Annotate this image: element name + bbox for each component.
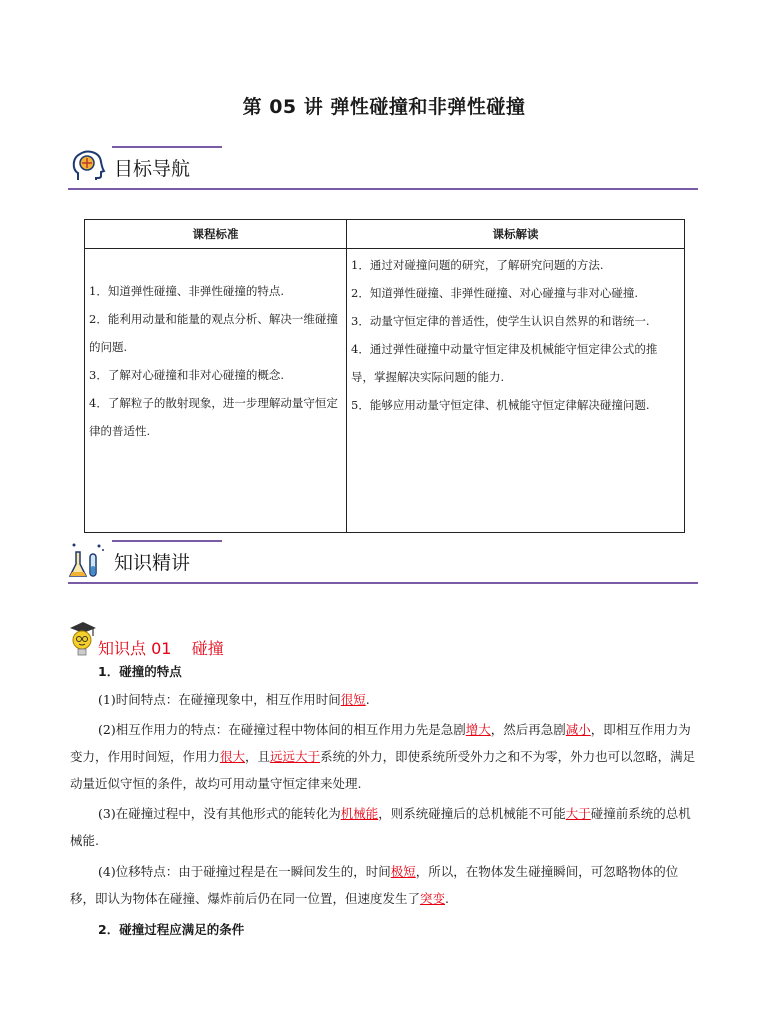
text-run: ，然后再急剧 xyxy=(490,722,566,737)
section-header-knowledge xyxy=(68,540,698,584)
highlight-text: 突变 xyxy=(420,891,446,906)
text-run: (2)相互作用力的特点：在碰撞过程中物体间的相互作用力先是急剧 xyxy=(98,722,466,737)
list-item: 2．知道弹性碰撞、非弹性碰撞、对心碰撞与非对心碰撞. xyxy=(351,286,638,300)
interpretation-cell xyxy=(347,249,685,533)
table-header-standards: 课程标准 xyxy=(85,220,347,249)
paragraph-energy-feature xyxy=(70,800,698,854)
page-title: 第 05 讲 弹性碰撞和非弹性碰撞 xyxy=(242,96,526,118)
highlight-text: 远远大于 xyxy=(270,749,321,764)
graduate-bulb-icon xyxy=(68,620,98,660)
table-header-interpretation: 课标解读 xyxy=(347,220,685,249)
text-run: 碰撞前系统的总机械能. xyxy=(70,806,691,848)
list-item: 3．动量守恒定律的普适性，使学生认识自然界的和谐统一. xyxy=(351,314,650,328)
list-item: 5．能够应用动量守恒定律、机械能守恒定律解决碰撞问题. xyxy=(351,398,650,412)
highlight-text: 很大 xyxy=(220,749,246,764)
list-item: 1．通过对碰撞问题的研究，了解研究问题的方法. xyxy=(351,258,604,272)
standards-cell xyxy=(85,249,347,533)
section-title-goals: 目标导航 xyxy=(114,158,191,180)
list-item: 3．了解对心碰撞和非对心碰撞的概念. xyxy=(89,368,284,382)
lab-flask-icon xyxy=(68,540,108,580)
paragraph-displacement-feature xyxy=(70,858,698,912)
knowledge-point-title: 知识点 01 碰撞 xyxy=(98,639,224,658)
standards-table xyxy=(84,219,685,533)
highlight-text: 很短 xyxy=(340,692,366,707)
paragraph-time-feature xyxy=(70,686,698,713)
highlight-text: 极短 xyxy=(390,864,416,879)
table-header-row xyxy=(85,220,685,249)
list-item: 2．能利用动量和能量的观点分析、解决一维碰撞的问题. xyxy=(89,312,338,354)
highlight-text: 大于 xyxy=(565,806,591,821)
section-title-knowledge: 知识精讲 xyxy=(114,552,191,574)
brain-head-icon xyxy=(68,146,108,186)
text-run: (3)在碰撞过程中，没有其他形式的能转化为 xyxy=(98,806,341,821)
section-header-goals xyxy=(68,146,698,190)
text-run: 系统的外力，即使系统所受外力之和不为零，外力也可以忽略，满足动量近似守恒的条件，故均可用动量守恒定律来处理. xyxy=(70,749,696,791)
text-run: (1)时间特点：在碰撞现象中，相互作用时间 xyxy=(98,692,341,707)
header-accent-bar xyxy=(112,540,222,542)
text-run: . xyxy=(365,692,370,707)
table-row xyxy=(85,249,685,533)
highlight-text: 增大 xyxy=(465,722,491,737)
highlight-text: 减小 xyxy=(565,722,591,737)
section-rule xyxy=(68,582,698,584)
subheading-collision-features: 1．碰撞的特点 xyxy=(98,664,182,679)
text-run: ，所以，在物体发生碰撞瞬间，可忽略物体的位移，即认为物体在碰撞、爆炸前后仍在同一位置，但速度发生了 xyxy=(70,864,679,906)
text-run: ，即相互作用力为变力，作用时间短，作用力 xyxy=(70,722,691,764)
text-run: . xyxy=(445,891,450,906)
list-item: 4．了解粒子的散射现象，进一步理解动量守恒定律的普适性. xyxy=(89,396,338,438)
paragraph-force-feature xyxy=(70,716,698,797)
knowledge-point-heading xyxy=(68,620,368,664)
list-item: 4．通过弹性碰撞中动量守恒定律及机械能守恒定律公式的推导，掌握解决实际问题的能力. xyxy=(351,342,658,384)
highlight-text: 机械能 xyxy=(340,806,379,821)
text-run: ，则系统碰撞后的总机械能不可能 xyxy=(378,806,566,821)
subheading-collision-conditions: 2．碰撞过程应满足的条件 xyxy=(98,922,245,937)
section-rule xyxy=(68,188,698,190)
list-item: 1．知道弹性碰撞、非弹性碰撞的特点. xyxy=(89,284,284,298)
text-run: (4)位移特点：由于碰撞过程是在一瞬间发生的，时间 xyxy=(98,864,391,879)
text-run: ，且 xyxy=(245,749,271,764)
header-accent-bar xyxy=(112,146,222,148)
